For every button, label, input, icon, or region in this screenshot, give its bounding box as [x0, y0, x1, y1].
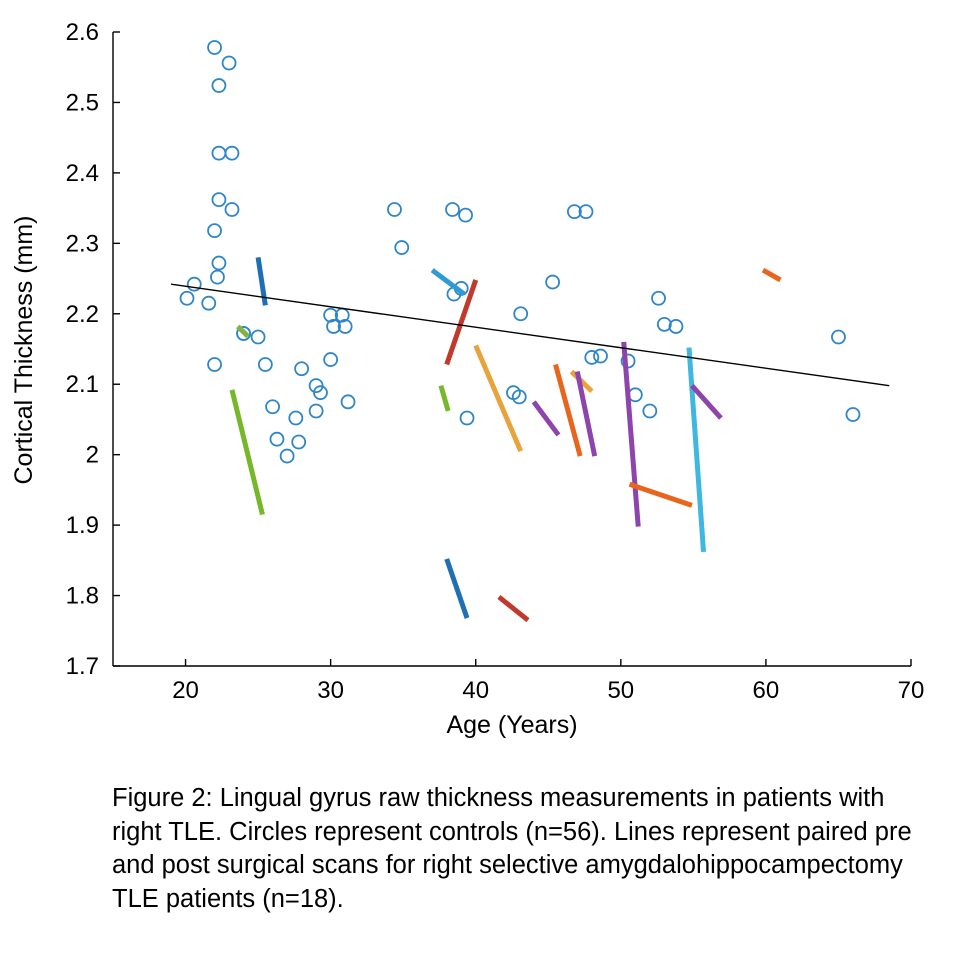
scatter-point — [629, 388, 642, 401]
x-tick-label: 60 — [752, 677, 780, 704]
tick-marks — [66, 19, 925, 704]
y-tick-label: 1.7 — [65, 653, 99, 680]
axes — [113, 32, 911, 666]
paired-scan-segment — [630, 484, 692, 505]
y-tick-label: 2.1 — [65, 371, 99, 399]
scatter-point — [252, 331, 265, 344]
paired-scan-segment — [692, 386, 721, 418]
figure-caption: Figure 2: Lingual gyrus raw thickness measurements in patients with right TLE. Circles represent controls (n=56). Lines represent paired pre and post surgical scans for right selective amygdalohippocampectomy TLE patients (n=18). — [112, 784, 919, 913]
scatter-point — [324, 353, 337, 366]
x-tick-label: 70 — [897, 677, 925, 704]
scatter-point — [223, 56, 236, 69]
paired-scan-segment — [763, 270, 780, 280]
x-tick-label: 20 — [172, 677, 199, 704]
scatter-point — [388, 203, 401, 216]
scatter-point — [212, 193, 225, 206]
x-tick-label: 40 — [462, 677, 490, 704]
scatter-point — [202, 297, 215, 310]
x-tick-label: 50 — [607, 677, 635, 704]
scatter-point — [208, 358, 221, 371]
scatter-point — [270, 433, 283, 446]
scatter-point — [180, 292, 193, 305]
y-tick-label: 2 — [85, 441, 99, 469]
scatter-point — [446, 203, 459, 216]
scatter-point — [212, 257, 225, 270]
y-tick-label: 2.4 — [65, 159, 99, 187]
y-tick-label: 2.6 — [65, 19, 99, 46]
scatter-point — [461, 412, 474, 425]
x-axis-label: Age (Years) — [446, 711, 578, 739]
y-tick-label: 2.3 — [65, 230, 99, 258]
scatter-point — [266, 400, 279, 413]
y-tick-label: 2.5 — [65, 89, 99, 117]
y-tick-label: 1.8 — [65, 582, 99, 610]
paired-scan-segment — [534, 402, 559, 435]
trend-line — [171, 284, 889, 385]
paired-scan-segment — [499, 597, 528, 620]
scatter-point — [342, 395, 355, 408]
paired-scan-segment — [441, 386, 448, 411]
scatter-point — [514, 307, 527, 320]
scatter-point — [208, 224, 221, 237]
scatter-point — [211, 271, 224, 284]
scatter-point — [289, 412, 302, 425]
paired-scan-segment — [624, 342, 639, 527]
scatter-point — [846, 408, 859, 421]
scatter-point — [310, 404, 323, 417]
scatter-point — [212, 147, 225, 160]
paired-scan-segment — [447, 559, 467, 618]
paired-scan-segment — [232, 390, 262, 515]
data-points — [180, 41, 859, 463]
y-tick-label: 1.9 — [65, 512, 99, 540]
scatter-point — [459, 209, 472, 222]
scatter-point — [208, 41, 221, 54]
scatter-point — [281, 450, 294, 463]
paired-line-segments — [232, 257, 780, 620]
scatter-point — [259, 358, 272, 371]
scatter-point — [395, 241, 408, 254]
paired-scan-segment — [689, 348, 704, 552]
scatter-point — [643, 404, 656, 417]
scatter-point — [594, 350, 607, 363]
scatter-point — [546, 276, 559, 289]
scatter-point — [295, 362, 308, 375]
scatter-point — [212, 79, 225, 92]
x-tick-label: 30 — [317, 677, 344, 704]
y-axis-label: Cortical Thickness (mm) — [10, 215, 38, 485]
scatter-point — [292, 435, 305, 448]
regression-line — [171, 284, 889, 385]
scatter-point — [225, 203, 238, 216]
y-tick-label: 2.2 — [65, 300, 99, 328]
paired-scan-segment — [258, 257, 265, 305]
scatter-point — [225, 147, 238, 160]
scatter-point — [652, 292, 665, 305]
scatter-point — [832, 331, 845, 344]
